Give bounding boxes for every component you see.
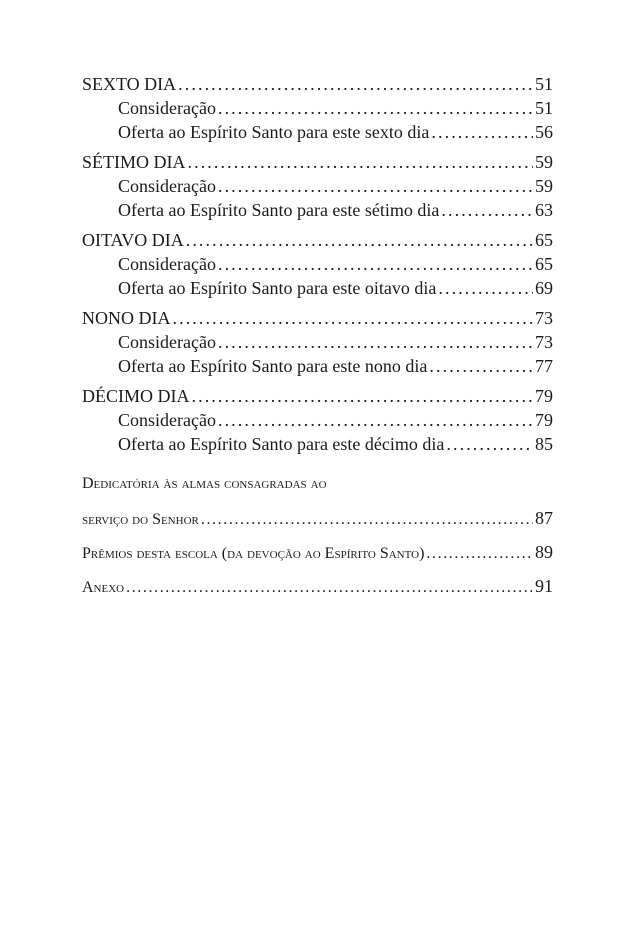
toc-entry-title[interactable] (82, 150, 553, 174)
entry-label: Consideração (118, 254, 216, 274)
toc-entry-title[interactable] (82, 72, 553, 96)
toc-entry-title[interactable] (82, 306, 553, 330)
toc-entry-dedicatoria[interactable] (82, 506, 553, 530)
entry-page: 51 (535, 74, 553, 94)
entry-label: Oferta ao Espírito Santo para este sexto dia (118, 122, 430, 142)
table-of-contents (82, 72, 553, 598)
entry-page: 79 (535, 410, 553, 430)
dot-leader (218, 252, 533, 276)
dot-leader (429, 354, 533, 378)
entry-label: SEXTO DIA (82, 74, 177, 94)
entry-label: Anexo (82, 579, 125, 596)
toc-group-nono (82, 306, 553, 378)
dot-leader (218, 96, 533, 120)
toc-entry-dedicatoria-line1: Dedicatória às almas consagradas ao (82, 475, 327, 492)
toc-entry-sub[interactable] (82, 408, 553, 432)
entry-label: Consideração (118, 410, 216, 430)
entry-page: 59 (535, 152, 553, 172)
entry-label: OITAVO DIA (82, 230, 184, 250)
toc-entry-sub[interactable] (82, 96, 553, 120)
entry-page: 65 (535, 254, 553, 274)
dot-leader (438, 276, 533, 300)
entry-page: 63 (535, 200, 553, 220)
dot-leader (186, 228, 533, 252)
toc-entry-sub[interactable] (82, 276, 553, 300)
entry-label: Consideração (118, 98, 216, 118)
entry-label: Oferta ao Espírito Santo para este oitavo dia (118, 278, 437, 298)
dot-leader (201, 508, 533, 532)
entry-page: 65 (535, 230, 553, 250)
toc-entry-sub[interactable] (82, 174, 553, 198)
entry-page: 73 (535, 332, 553, 352)
entry-label: DÉCIMO DIA (82, 386, 190, 406)
toc-group-oitavo (82, 228, 553, 300)
entry-label: NONO DIA (82, 308, 171, 328)
toc-group-decimo (82, 384, 553, 456)
dot-leader (441, 198, 533, 222)
entry-page: 69 (535, 278, 553, 298)
dot-leader (192, 384, 534, 408)
toc-entry-premios[interactable] (82, 540, 553, 564)
dot-leader (446, 432, 533, 456)
entry-page: 79 (535, 386, 553, 406)
toc-entry-title[interactable] (82, 228, 553, 252)
dot-leader (173, 306, 534, 330)
toc-entry-sub[interactable] (82, 198, 553, 222)
entry-label: serviço do Senhor (82, 511, 199, 528)
spacer (82, 496, 553, 506)
entry-page: 91 (535, 576, 553, 596)
entry-label: Consideração (118, 332, 216, 352)
entry-page: 89 (535, 542, 553, 562)
entry-label: Oferta ao Espírito Santo para este nono dia (118, 356, 428, 376)
entry-label: Oferta ao Espírito Santo para este sétimo dia (118, 200, 440, 220)
dot-leader (426, 542, 533, 566)
dot-leader (218, 174, 533, 198)
toc-group-sexto (82, 72, 553, 144)
entry-label: Oferta ao Espírito Santo para este décimo dia (118, 434, 445, 454)
toc-entry-sub[interactable] (82, 354, 553, 378)
toc-entry-sub[interactable] (82, 252, 553, 276)
entry-label: SÉTIMO DIA (82, 152, 186, 172)
dot-leader (188, 150, 534, 174)
toc-entry-sub[interactable] (82, 432, 553, 456)
toc-entry-anexo[interactable] (82, 574, 553, 598)
entry-page: 51 (535, 98, 553, 118)
dot-leader (218, 408, 533, 432)
entry-page: 77 (535, 356, 553, 376)
entry-page: 85 (535, 434, 553, 454)
entry-label: Consideração (118, 176, 216, 196)
entry-page: 59 (535, 176, 553, 196)
dot-leader (126, 576, 533, 600)
toc-entry-sub[interactable] (82, 120, 553, 144)
toc-entry-sub[interactable] (82, 330, 553, 354)
entry-page: 73 (535, 308, 553, 328)
spacer (82, 462, 553, 472)
entry-page: 56 (535, 122, 553, 142)
dot-leader (218, 330, 533, 354)
entry-label: Prêmios desta escola (da devoção ao Espírito Santo) (82, 545, 425, 562)
toc-entry-title[interactable] (82, 384, 553, 408)
dot-leader (178, 72, 533, 96)
entry-page: 87 (535, 508, 553, 528)
toc-group-setimo (82, 150, 553, 222)
dot-leader (431, 120, 533, 144)
